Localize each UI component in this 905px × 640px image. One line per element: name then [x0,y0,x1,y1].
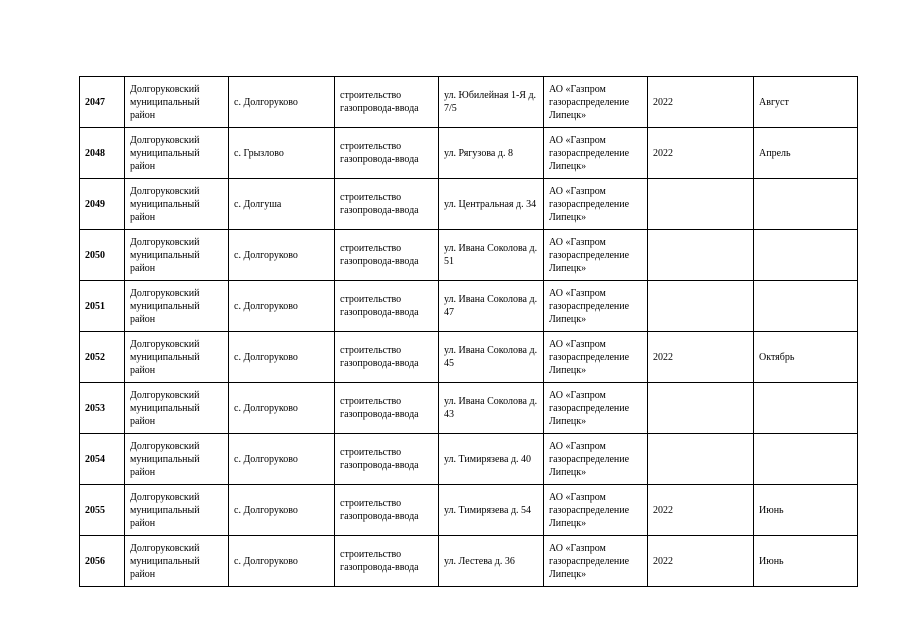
year-cell: 2022 [648,536,754,587]
address-cell: ул. Юбилейная 1-Я д. 7/5 [439,77,544,128]
address-cell: ул. Центральная д. 34 [439,179,544,230]
month-cell [754,281,858,332]
work-type-cell: строительство газопровода-ввода [335,230,439,281]
row-number: 2052 [80,332,125,383]
district-cell: Долгоруковский муниципальный район [125,434,229,485]
table-row [80,383,858,434]
month-cell [754,230,858,281]
district-cell: Долгоруковский муниципальный район [125,128,229,179]
district-cell: Долгоруковский муниципальный район [125,230,229,281]
table-row [80,332,858,383]
address-cell: ул. Ивана Соколова д. 45 [439,332,544,383]
year-cell: 2022 [648,77,754,128]
year-cell: 2022 [648,332,754,383]
month-cell: Август [754,77,858,128]
district-cell: Долгоруковский муниципальный район [125,485,229,536]
work-type-cell: строительство газопровода-ввода [335,485,439,536]
table-row [80,281,858,332]
row-number: 2055 [80,485,125,536]
month-cell [754,179,858,230]
address-cell: ул. Ивана Соколова д. 47 [439,281,544,332]
organization-cell: АО «Газпром газораспределение Липецк» [544,230,648,281]
address-cell: ул. Тимирязева д. 40 [439,434,544,485]
work-type-cell: строительство газопровода-ввода [335,128,439,179]
district-cell: Долгоруковский муниципальный район [125,383,229,434]
village-cell: с. Долгуша [229,179,335,230]
table-row [80,230,858,281]
address-cell: ул. Лестева д. 36 [439,536,544,587]
month-cell: Октябрь [754,332,858,383]
row-number: 2049 [80,179,125,230]
row-number: 2054 [80,434,125,485]
village-cell: с. Долгоруково [229,230,335,281]
address-cell: ул. Рягузова д. 8 [439,128,544,179]
year-cell [648,281,754,332]
organization-cell: АО «Газпром газораспределение Липецк» [544,434,648,485]
year-cell [648,230,754,281]
organization-cell: АО «Газпром газораспределение Липецк» [544,536,648,587]
row-number: 2051 [80,281,125,332]
row-number: 2056 [80,536,125,587]
work-type-cell: строительство газопровода-ввода [335,77,439,128]
village-cell: с. Долгоруково [229,77,335,128]
organization-cell: АО «Газпром газораспределение Липецк» [544,179,648,230]
month-cell [754,383,858,434]
village-cell: с. Долгоруково [229,485,335,536]
month-cell: Апрель [754,128,858,179]
table-row [80,485,858,536]
village-cell: с. Долгоруково [229,332,335,383]
organization-cell: АО «Газпром газораспределение Липецк» [544,128,648,179]
village-cell: с. Долгоруково [229,536,335,587]
address-cell: ул. Ивана Соколова д. 43 [439,383,544,434]
row-number: 2050 [80,230,125,281]
year-cell: 2022 [648,485,754,536]
table-row [80,179,858,230]
month-cell: Июнь [754,536,858,587]
table-row [80,128,858,179]
year-cell [648,434,754,485]
row-number: 2047 [80,77,125,128]
district-cell: Долгоруковский муниципальный район [125,179,229,230]
village-cell: с. Долгоруково [229,383,335,434]
year-cell [648,179,754,230]
table-row [80,434,858,485]
address-cell: ул. Ивана Соколова д. 51 [439,230,544,281]
organization-cell: АО «Газпром газораспределение Липецк» [544,77,648,128]
work-type-cell: строительство газопровода-ввода [335,536,439,587]
work-type-cell: строительство газопровода-ввода [335,281,439,332]
month-cell: Июнь [754,485,858,536]
work-type-cell: строительство газопровода-ввода [335,179,439,230]
row-number: 2048 [80,128,125,179]
district-cell: Долгоруковский муниципальный район [125,332,229,383]
gas-pipeline-schedule-table [79,76,858,587]
work-type-cell: строительство газопровода-ввода [335,332,439,383]
row-number: 2053 [80,383,125,434]
district-cell: Долгоруковский муниципальный район [125,77,229,128]
organization-cell: АО «Газпром газораспределение Липецк» [544,485,648,536]
village-cell: с. Долгоруково [229,281,335,332]
village-cell: с. Грызлово [229,128,335,179]
district-cell: Долгоруковский муниципальный район [125,281,229,332]
district-cell: Долгоруковский муниципальный район [125,536,229,587]
work-type-cell: строительство газопровода-ввода [335,434,439,485]
organization-cell: АО «Газпром газораспределение Липецк» [544,281,648,332]
year-cell: 2022 [648,128,754,179]
work-type-cell: строительство газопровода-ввода [335,383,439,434]
organization-cell: АО «Газпром газораспределение Липецк» [544,332,648,383]
address-cell: ул. Тимирязева д. 54 [439,485,544,536]
organization-cell: АО «Газпром газораспределение Липецк» [544,383,648,434]
table-row [80,77,858,128]
month-cell [754,434,858,485]
village-cell: с. Долгоруково [229,434,335,485]
table-row [80,536,858,587]
year-cell [648,383,754,434]
